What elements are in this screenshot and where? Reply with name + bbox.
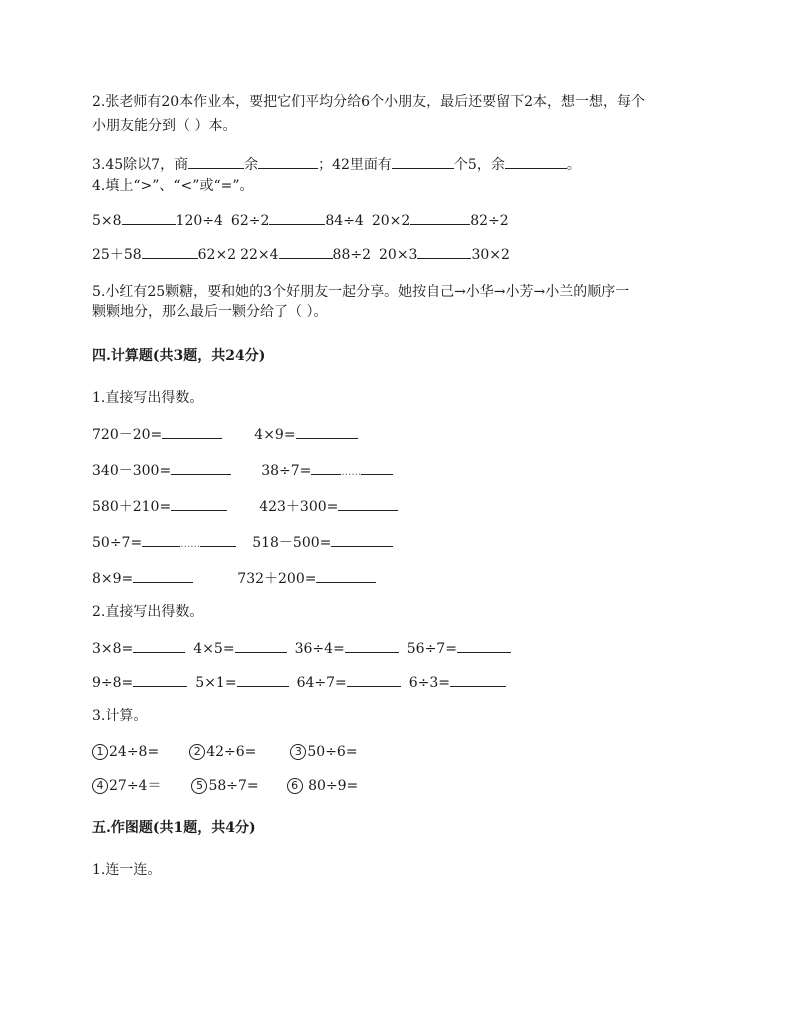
expression: 720－20= <box>92 427 163 443</box>
answer-blank[interactable] <box>338 496 398 511</box>
compare-blank[interactable] <box>417 244 471 259</box>
compare-blank[interactable] <box>279 244 333 259</box>
question-3-part-5: 。 <box>566 157 581 173</box>
compare-blank[interactable] <box>410 210 470 225</box>
circled-number: 2 <box>189 744 205 760</box>
circled-number: 5 <box>191 778 207 794</box>
circled-number: 3 <box>290 744 306 760</box>
expression: 50÷7= <box>92 535 143 551</box>
compare-right: 82÷2 <box>470 213 509 229</box>
remainder-dots: …… <box>180 539 201 550</box>
calc-3-title: 3.计算。 <box>92 708 148 724</box>
calc-2-title: 2.直接写出得数。 <box>92 604 204 620</box>
expression: 8×9= <box>92 571 134 587</box>
expression: 518－500= <box>252 535 332 551</box>
remainder-dots: …… <box>341 467 362 478</box>
draw-1-title: 1.连一连。 <box>92 862 162 878</box>
answer-blank[interactable] <box>258 154 318 169</box>
question-3 <box>92 154 581 175</box>
answer-blank[interactable] <box>171 460 231 475</box>
compare-blank[interactable] <box>142 244 198 259</box>
section-5-title: 五.作图题(共1题，共4分) <box>92 820 256 836</box>
calc-1-row-3 <box>92 496 398 517</box>
compare-right: 30×2 <box>471 247 510 263</box>
expression: 732＋200= <box>237 571 317 587</box>
question-3-part-1: 3.45除以7，商 <box>92 157 189 173</box>
expression: 423＋300= <box>259 499 339 515</box>
compare-right: 84÷4 <box>325 213 364 229</box>
expression: 3×8= <box>92 641 134 657</box>
answer-blank[interactable] <box>235 638 287 653</box>
question-2-line-1: 2.张老师有20本作业本，要把它们平均分给6个小朋友，最后还要留下2本，想一想，每个 <box>92 94 645 110</box>
answer-blank[interactable] <box>450 672 506 687</box>
question-2-line-2: 小朋友能分到（ ）本。 <box>92 118 237 134</box>
calc-1-row-1 <box>92 424 358 445</box>
question-4-row-2 <box>92 244 510 265</box>
compare-right: 62×2 <box>197 247 237 263</box>
calc-3-row-2 <box>92 776 358 796</box>
calc-2-row-1 <box>92 638 511 659</box>
compare-left: 5×8 <box>92 213 122 229</box>
expression: 340－300= <box>92 463 172 479</box>
expression: 4×9= <box>254 427 296 443</box>
calc-2-row-2 <box>92 672 506 693</box>
expression: 80÷9= <box>303 778 359 794</box>
answer-blank[interactable] <box>296 424 358 439</box>
calc-1-row-5 <box>92 568 376 589</box>
circled-number: 1 <box>92 744 108 760</box>
question-3-part-2: 余 <box>244 157 259 173</box>
compare-left: 20×3 <box>379 247 418 263</box>
answer-blank[interactable] <box>142 532 180 547</box>
expression: 5×1= <box>195 675 237 691</box>
expression: 580＋210= <box>92 499 172 515</box>
compare-left: 22×4 <box>240 247 279 263</box>
calc-1-title: 1.直接写出得数。 <box>92 390 204 406</box>
expression: 24÷8= <box>109 744 160 760</box>
calc-1-row-4 <box>92 532 393 555</box>
answer-blank[interactable] <box>133 568 193 583</box>
answer-blank[interactable] <box>505 154 567 169</box>
answer-blank[interactable] <box>392 154 454 169</box>
answer-blank[interactable] <box>331 532 393 547</box>
expression: 36÷4= <box>294 641 345 657</box>
expression: 27÷4＝ <box>109 778 162 794</box>
answer-blank[interactable] <box>133 638 185 653</box>
compare-left: 25＋58 <box>92 247 142 263</box>
compare-blank[interactable] <box>269 210 325 225</box>
compare-right: 88÷2 <box>332 247 371 263</box>
expression: 38÷7= <box>261 463 312 479</box>
expression: 58÷7= <box>208 778 259 794</box>
answer-blank[interactable] <box>316 568 376 583</box>
compare-blank[interactable] <box>122 210 176 225</box>
compare-left: 62÷2 <box>230 213 270 229</box>
question-4-row-1 <box>92 210 509 231</box>
answer-blank[interactable] <box>457 638 511 653</box>
remainder-blank[interactable] <box>361 460 393 475</box>
question-4-title: 4.填上“>”、“<”或“=”。 <box>92 178 254 194</box>
circled-number: 6 <box>287 778 303 794</box>
expression: 50÷6= <box>307 744 358 760</box>
expression: 64÷7= <box>296 675 347 691</box>
section-4-title: 四.计算题(共3题，共24分) <box>92 348 266 364</box>
answer-blank[interactable] <box>171 496 227 511</box>
expression: 42÷6= <box>206 744 257 760</box>
question-5-line-1: 5.小红有25颗糖，要和她的3个好朋友一起分享。她按自己→小华→小芳→小兰的顺序一 <box>92 284 630 300</box>
expression: 6÷3= <box>408 675 451 691</box>
expression: 56÷7= <box>406 641 457 657</box>
calc-3-row-1 <box>92 742 358 762</box>
question-3-part-3: ；42里面有 <box>318 157 392 173</box>
answer-blank[interactable] <box>311 460 341 475</box>
answer-blank[interactable] <box>133 672 187 687</box>
answer-blank[interactable] <box>237 672 289 687</box>
answer-blank[interactable] <box>345 638 399 653</box>
answer-blank[interactable] <box>347 672 401 687</box>
compare-right: 120÷4 <box>175 213 223 229</box>
remainder-blank[interactable] <box>200 532 236 547</box>
answer-blank[interactable] <box>188 154 244 169</box>
answer-blank[interactable] <box>162 424 222 439</box>
question-3-part-4: 个5，余 <box>453 157 505 173</box>
question-5-line-2: 颗颗地分，那么最后一颗分给了（ ）。 <box>92 304 328 320</box>
circled-number: 4 <box>92 778 108 794</box>
compare-left: 20×2 <box>371 213 411 229</box>
expression: 4×5= <box>193 641 235 657</box>
expression: 9÷8= <box>92 675 134 691</box>
calc-1-row-2 <box>92 460 393 483</box>
